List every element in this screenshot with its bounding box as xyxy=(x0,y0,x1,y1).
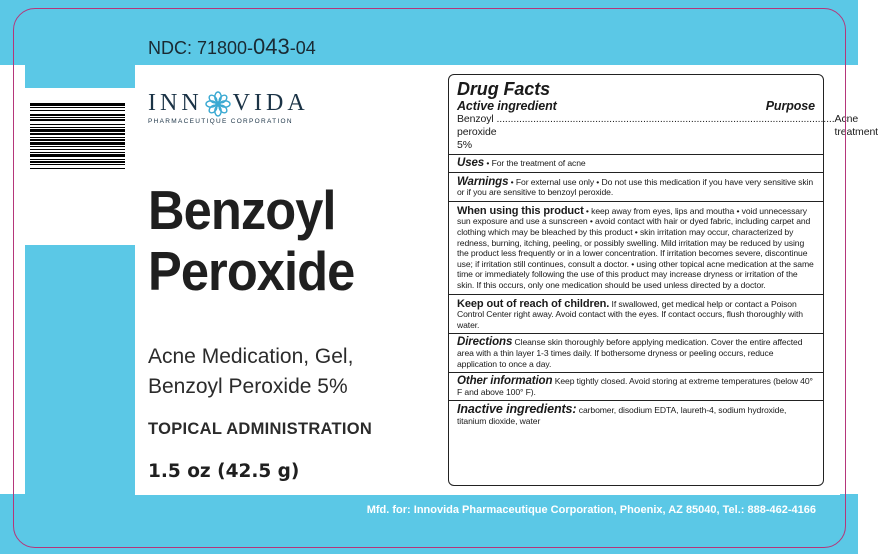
when-using-section xyxy=(449,201,823,294)
drug-facts-heading: Drug Facts xyxy=(457,79,551,99)
purpose-label: Purpose xyxy=(765,99,815,113)
title-line-2: Peroxide xyxy=(148,240,355,302)
bottom-band xyxy=(0,494,858,554)
drug-facts-panel xyxy=(448,74,878,486)
directions-section xyxy=(449,333,823,372)
subtitle-line-1: Acne Medication, Gel, xyxy=(148,345,354,368)
barcode-icon xyxy=(30,103,125,233)
ingredient-name: Benzoyl peroxide 5% xyxy=(457,113,497,151)
manufacturer-info: Mfd. for: Innovida Pharmaceutique Corporation, Phoenix, AZ 85040, Tel.: 888-462-4166 xyxy=(366,504,816,516)
brand-tagline: PHARMACEUTIQUE CORPORATION xyxy=(148,118,293,125)
other-info-label: Other information xyxy=(457,375,553,388)
title-line-1: Benzoyl xyxy=(148,179,336,241)
drug-facts-header xyxy=(449,75,878,154)
directions-label: Directions xyxy=(457,336,513,349)
inactive-label: Inactive ingredients: xyxy=(457,402,577,417)
brand-name-right: VIDA xyxy=(232,90,309,116)
uses-label: Uses xyxy=(457,157,485,169)
inactive-section xyxy=(449,400,823,428)
active-ingredient-label: Active ingredient xyxy=(457,99,557,113)
uses-section xyxy=(449,154,823,172)
flower-icon xyxy=(205,91,231,117)
brand-name-left: INN xyxy=(148,90,203,116)
keep-out-text: If swallowed, get medical help or contact a Poison Control Center right away. Avoid contact with the eyes. If contact occurs, flush thoroughly with water. xyxy=(457,298,803,330)
keep-out-section xyxy=(449,294,823,334)
warnings-section xyxy=(449,172,823,201)
net-weight: 1.5 oz (42.5 g) xyxy=(148,461,300,482)
route-of-administration: TOPICAL ADMINISTRATION xyxy=(148,420,373,438)
left-band xyxy=(25,245,135,495)
ingredient-purpose: Acne treatment xyxy=(834,113,878,138)
ndc-number: NDC: 71800-043-04 xyxy=(148,34,316,59)
barcode-bar xyxy=(30,169,125,171)
brand-logo xyxy=(148,90,318,125)
product-title xyxy=(148,180,354,302)
when-using-label: When using this product xyxy=(457,204,584,217)
warnings-label: Warnings xyxy=(457,175,509,188)
other-info-text: Keep tightly closed. Avoid storing at extreme temperatures (below 40° F and above 100° F). xyxy=(457,376,813,397)
directions-text: Cleanse skin thoroughly before applying medication. Cover the entire affected area with a thin layer 1-3 times daily. If bothersome dryness or peeling occurs, reduce application to once a day. xyxy=(457,337,803,369)
left-top-band xyxy=(25,8,135,88)
warnings-text: • For external use only • Do not use this medication if you have very sensitive skin or if you are sensitive to benzoyl peroxide. xyxy=(457,176,814,198)
other-info-section xyxy=(449,372,823,400)
uses-text: • For the treatment of acne xyxy=(484,158,586,168)
when-using-text: • keep away from eyes, lips and moutha • void unnecessary sun exposure and use a sunscreen • avoid contact with hair or dyed fabric, including carpet and clothing which may be bleached by this product • skin irritation may occur, characterized by redness, burning, itching, peeling, or possibly swelling. Mild irritation may be reduced by using the product less frequently or in a lower concentration. If irritation becomes severe, discontinue use; if irritation still continues, consult a doctor. • using other topical acne medication at the same time or immediately following the use of this product may increase dryness or irritation of the skin. If this occurs, only one medication should be used unless directed by a doctor. xyxy=(457,205,814,290)
leader-dots: ........................................................................................................................ xyxy=(496,113,835,125)
product-subtitle xyxy=(148,342,353,402)
keep-out-label: Keep out of reach of children. xyxy=(457,297,610,310)
subtitle-line-2: Benzoyl Peroxide 5% xyxy=(148,375,348,398)
inactive-text: carbomer, disodium EDTA, laureth-4, sodium hydroxide, titanium dioxide, water xyxy=(457,405,787,426)
